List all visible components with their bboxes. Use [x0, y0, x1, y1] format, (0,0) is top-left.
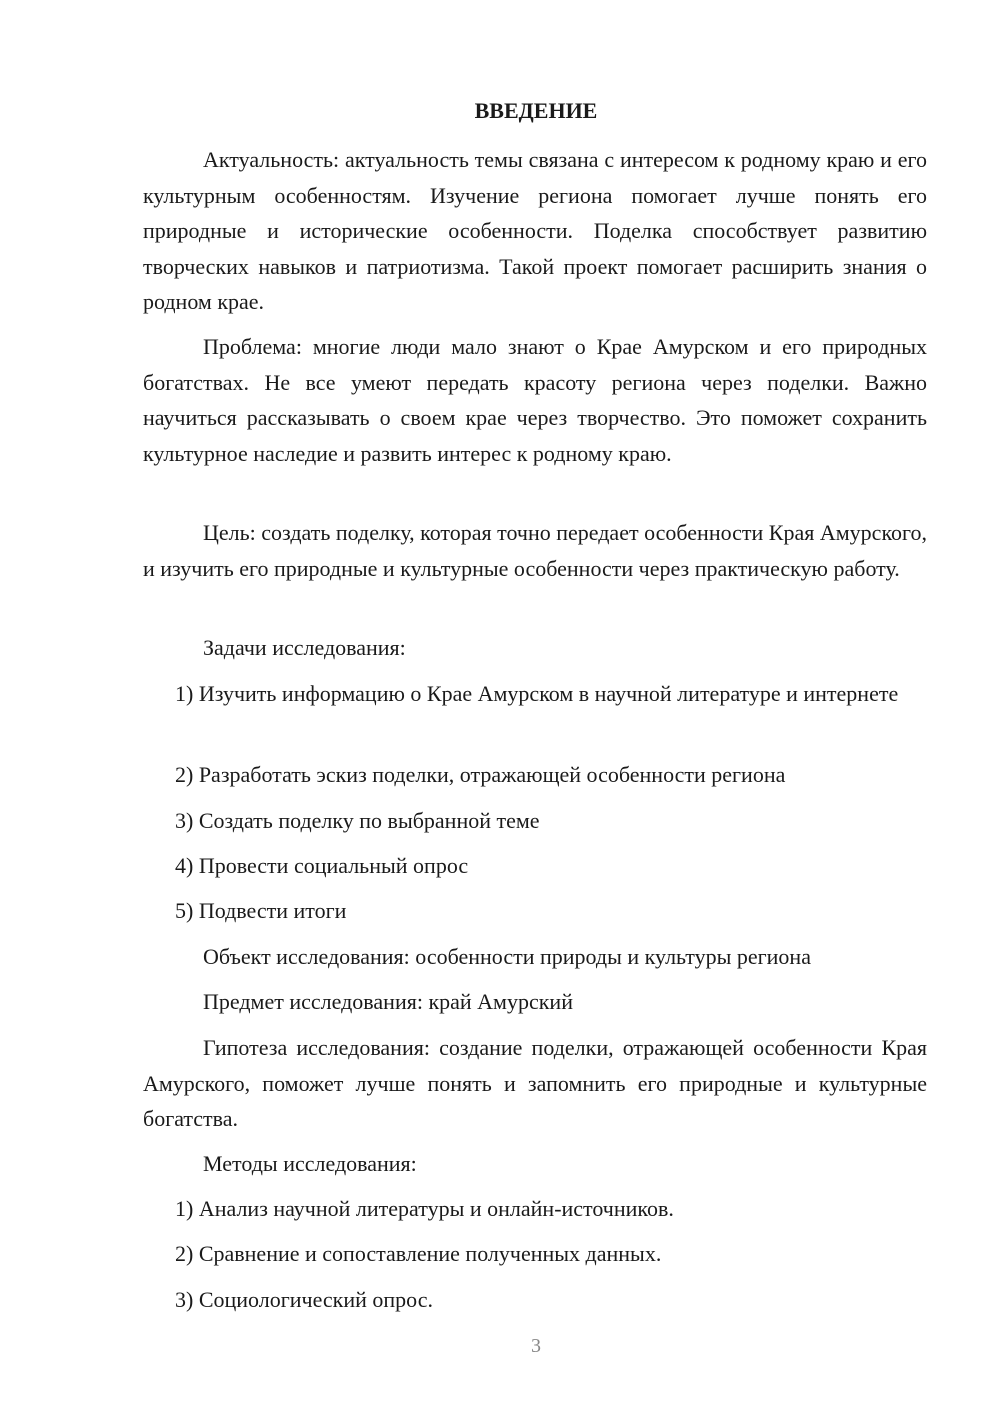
page-number: 3: [531, 1335, 541, 1357]
method-item: 1) Анализ научной литературы и онлайн-источников.: [175, 1196, 674, 1221]
goal-paragraph: Цель: создать поделку, которая точно передает особенности Края Амурского, и изучить его природные и культурные особенности через практическую работу.: [143, 520, 927, 581]
relevance-paragraph: Актуальность: актуальность темы связана с интересом к родному краю и его культурным особенностям. Изучение региона помогает лучше понять его природные и исторические особенности. Поделка способствует развитию творческих навыков и патриотизма. Такой проект помогает расширить знания о родном крае.: [143, 147, 927, 314]
method-item: 3) Социологический опрос.: [175, 1287, 433, 1312]
methods-heading: Методы исследования:: [203, 1151, 417, 1176]
task-item: 1) Изучить информацию о Крае Амурском в научной литературе и интернете: [175, 681, 899, 706]
tasks-heading: Задачи исследования:: [203, 635, 406, 660]
subject-line: Предмет исследования: край Амурский: [203, 989, 573, 1014]
task-item: 2) Разработать эскиз поделки, отражающей особенности региона: [175, 762, 786, 787]
page-title: ВВЕДЕНИЕ: [474, 98, 598, 123]
method-item: 2) Сравнение и сопоставление полученных данных.: [175, 1241, 662, 1266]
hypothesis-paragraph: Гипотеза исследования: создание поделки, отражающей особенности Края Амурского, поможет лучше понять и запомнить его природные и культурные богатства.: [143, 1035, 927, 1131]
object-line: Объект исследования: особенности природы и культуры региона: [203, 944, 811, 969]
task-item: 4) Провести социальный опрос: [175, 853, 469, 878]
task-item: 3) Создать поделку по выбранной теме: [175, 808, 540, 833]
problem-paragraph: Проблема: многие люди мало знают о Крае Амурском и его природных богатствах. Не все умеют передать красоту региона через поделки. Важно научиться рассказывать о своем крае через творчество. Это поможет сохранить культурное наследие и развить интерес к родному краю.: [143, 334, 927, 466]
task-item: 5) Подвести итоги: [175, 898, 347, 923]
